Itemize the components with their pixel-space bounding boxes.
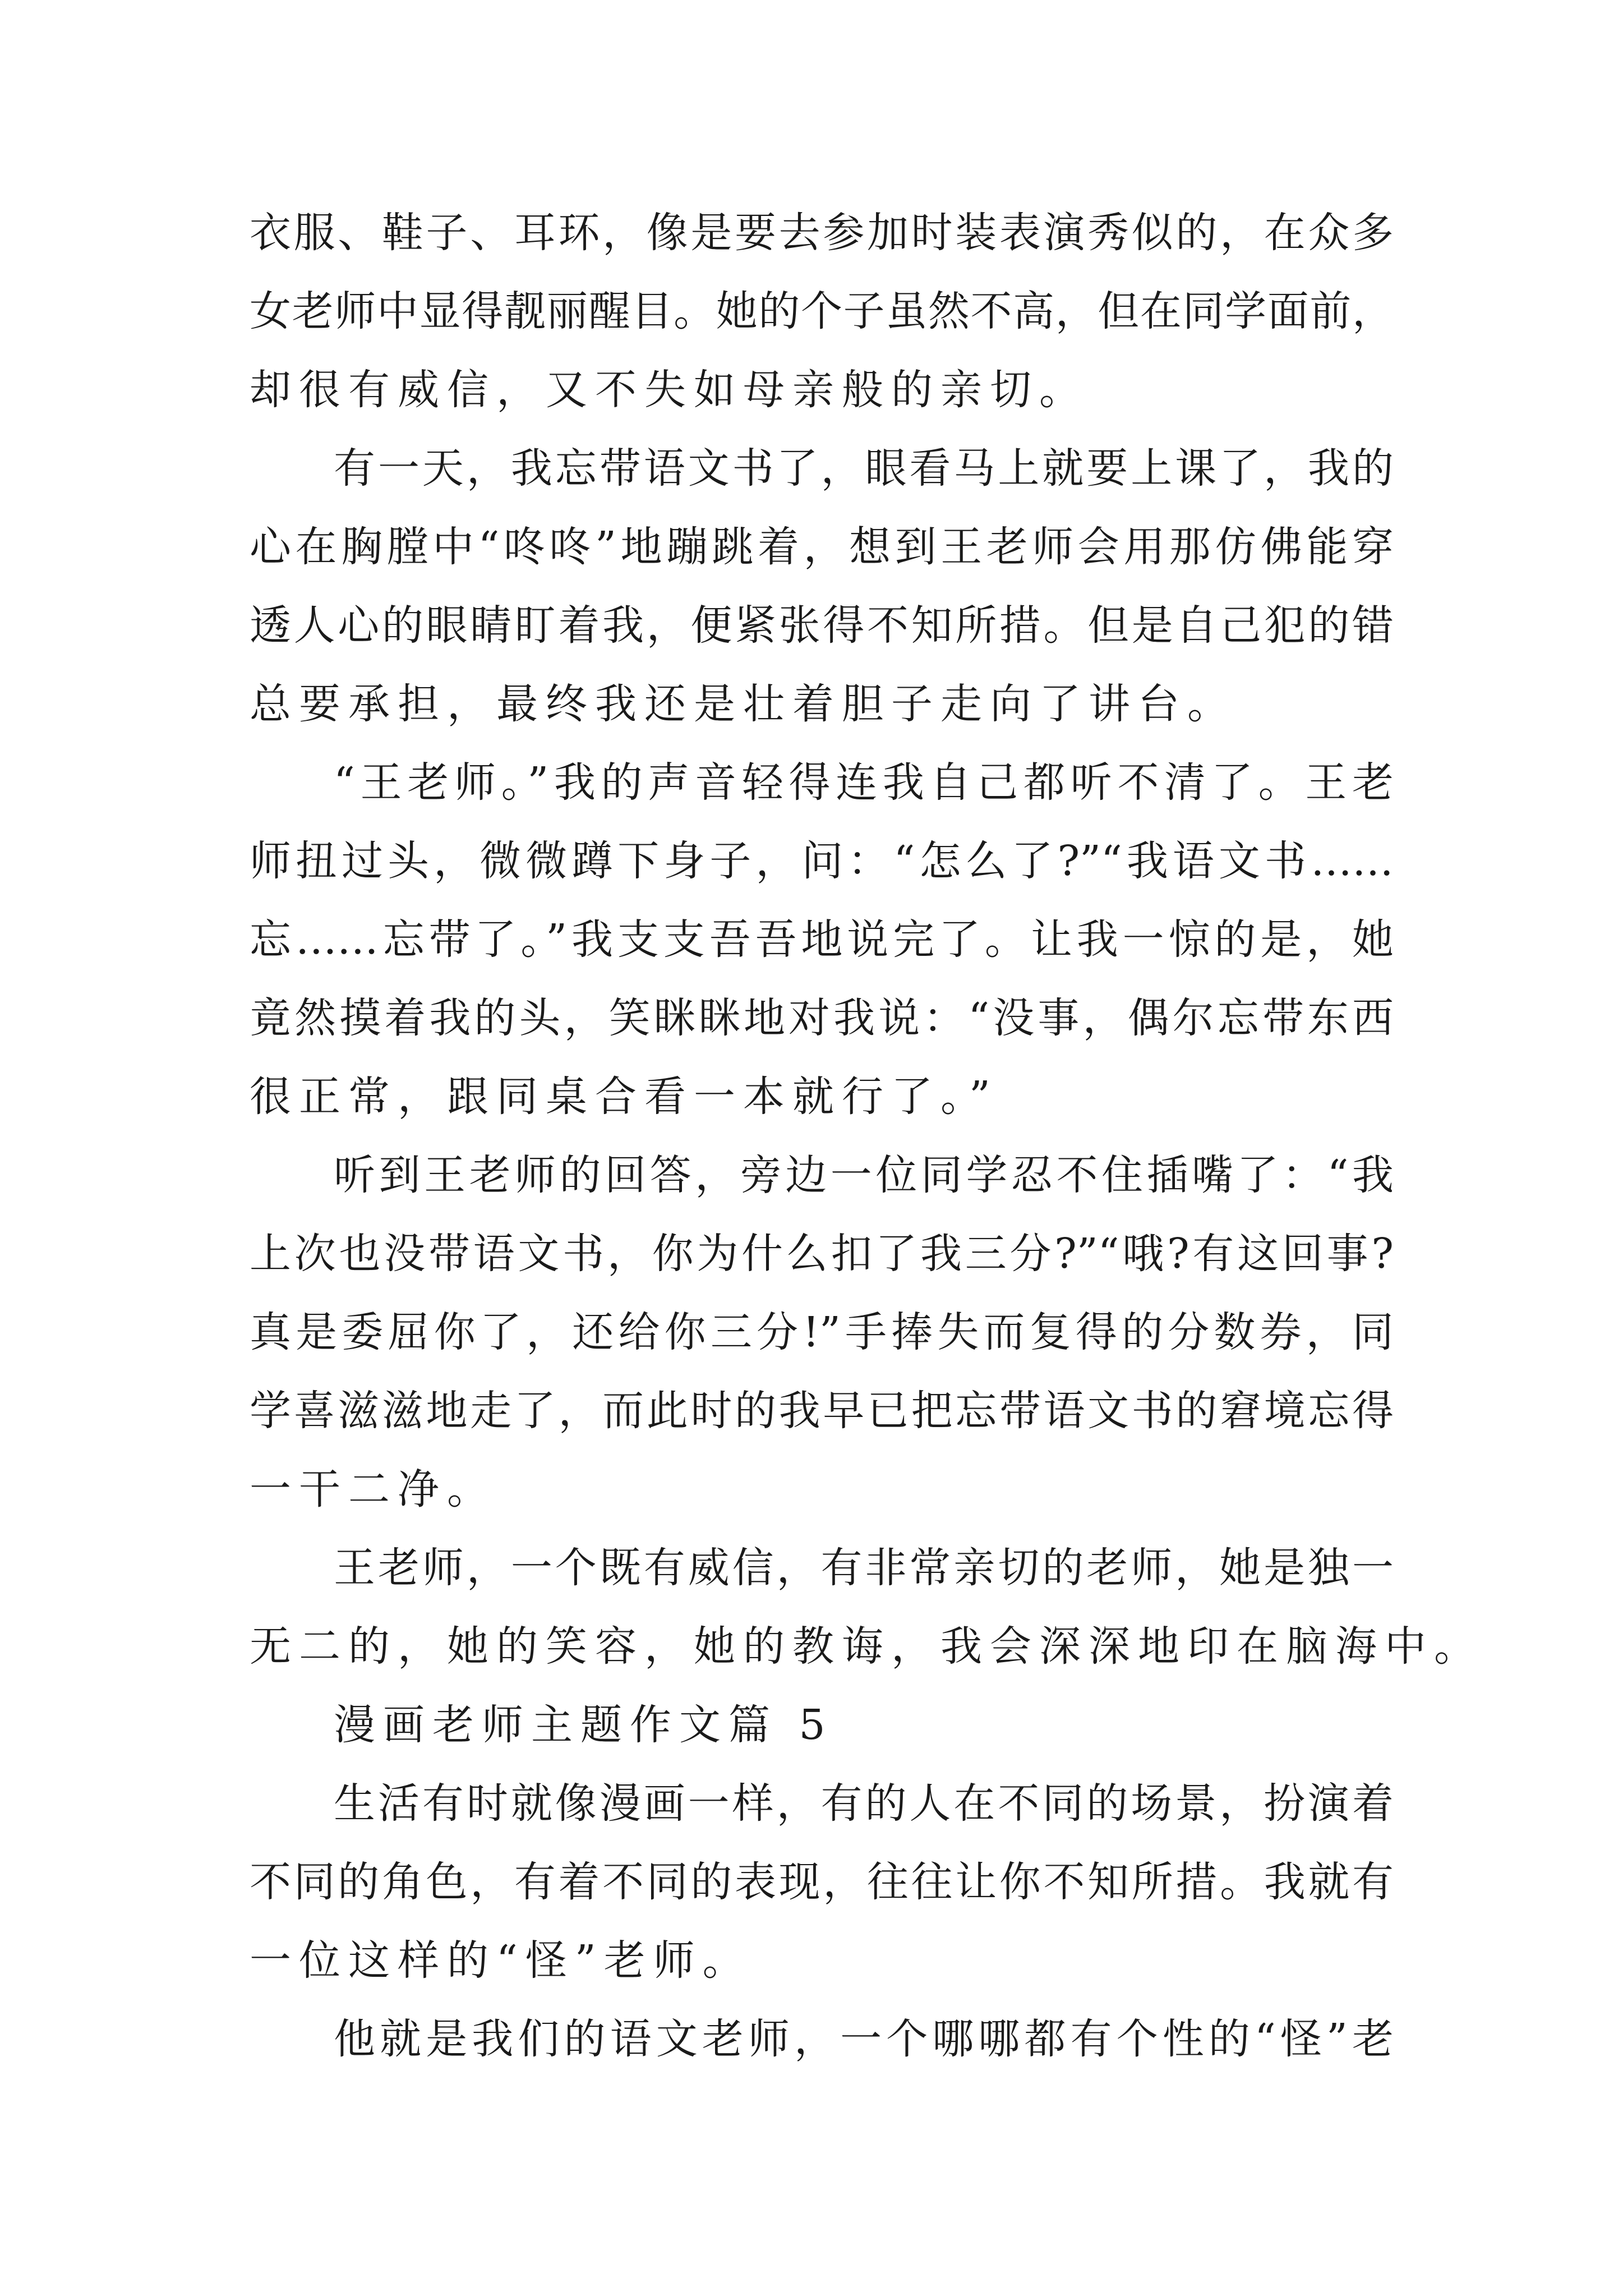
text-line: 师扭过头，微微蹲下身子，问：“怎么了?”“我语文书…… — [250, 837, 1394, 885]
text-line: 却很有威信，又不失如母亲般的亲切。 — [250, 366, 1089, 414]
paragraph-first-line: 生活有时就像漫画一样，有的人在不同的场景，扮演着 — [334, 1779, 1394, 1828]
text-line: 无二的，她的笑容，她的教诲，我会深深地印在脑海中。 — [250, 1622, 1483, 1671]
section-heading: 漫画老师主题作文篇 5 — [334, 1701, 833, 1749]
text-line: 衣服、鞋子、耳环，像是要去参加时装表演秀似的，在众多 — [250, 209, 1394, 257]
text-line: 女老师中显得靓丽醒目。她的个子虽然不高，但在同学面前， — [250, 287, 1394, 335]
text-line: 总要承担，最终我还是壮着胆子走向了讲台。 — [250, 680, 1237, 728]
text-line: 很正常，跟同桌合看一本就行了。” — [250, 1073, 998, 1121]
paragraph-first-line: 有一天，我忘带语文书了，眼看马上就要上课了，我的 — [334, 444, 1394, 493]
text-line: 透人心的眼睛盯着我，便紧张得不知所措。但是自己犯的错 — [250, 601, 1394, 650]
text-line: 忘……忘带了。”我支支吾吾地说完了。让我一惊的是，她 — [250, 915, 1394, 964]
paragraph-first-line: 他就是我们的语文老师，一个哪哪都有个性的“怪”老 — [334, 2015, 1394, 2063]
text-line: 学喜滋滋地走了，而此时的我早已把忘带语文书的窘境忘得 — [250, 1387, 1394, 1435]
text-line: 真是委屈你了，还给你三分!”手捧失而复得的分数券，同 — [250, 1308, 1394, 1356]
text-line: 上次也没带语文书，你为什么扣了我三分?”“哦?有这回事? — [250, 1230, 1394, 1278]
text-line: 心在胸膛中“咚咚”地蹦跳着，想到王老师会用那仿佛能穿 — [250, 523, 1394, 571]
text-line: 不同的角色，有着不同的表现，往往让你不知所措。我就有 — [250, 1858, 1394, 1906]
paragraph-first-line: 听到王老师的回答，旁边一位同学忍不住插嘴了：“我 — [334, 1151, 1394, 1199]
paragraph-first-line: “王老师。”我的声音轻得连我自己都听不清了。王老 — [334, 758, 1394, 807]
text-line: 一干二净。 — [250, 1465, 496, 1513]
text-line: 竟然摸着我的头，笑眯眯地对我说：“没事，偶尔忘带东西 — [250, 994, 1394, 1042]
body-text — [250, 194, 1483, 2078]
text-line: 一位这样的“怪”老师。 — [250, 1936, 752, 1985]
paragraph-first-line: 王老师，一个既有威信，有非常亲切的老师，她是独一 — [334, 1544, 1394, 1592]
